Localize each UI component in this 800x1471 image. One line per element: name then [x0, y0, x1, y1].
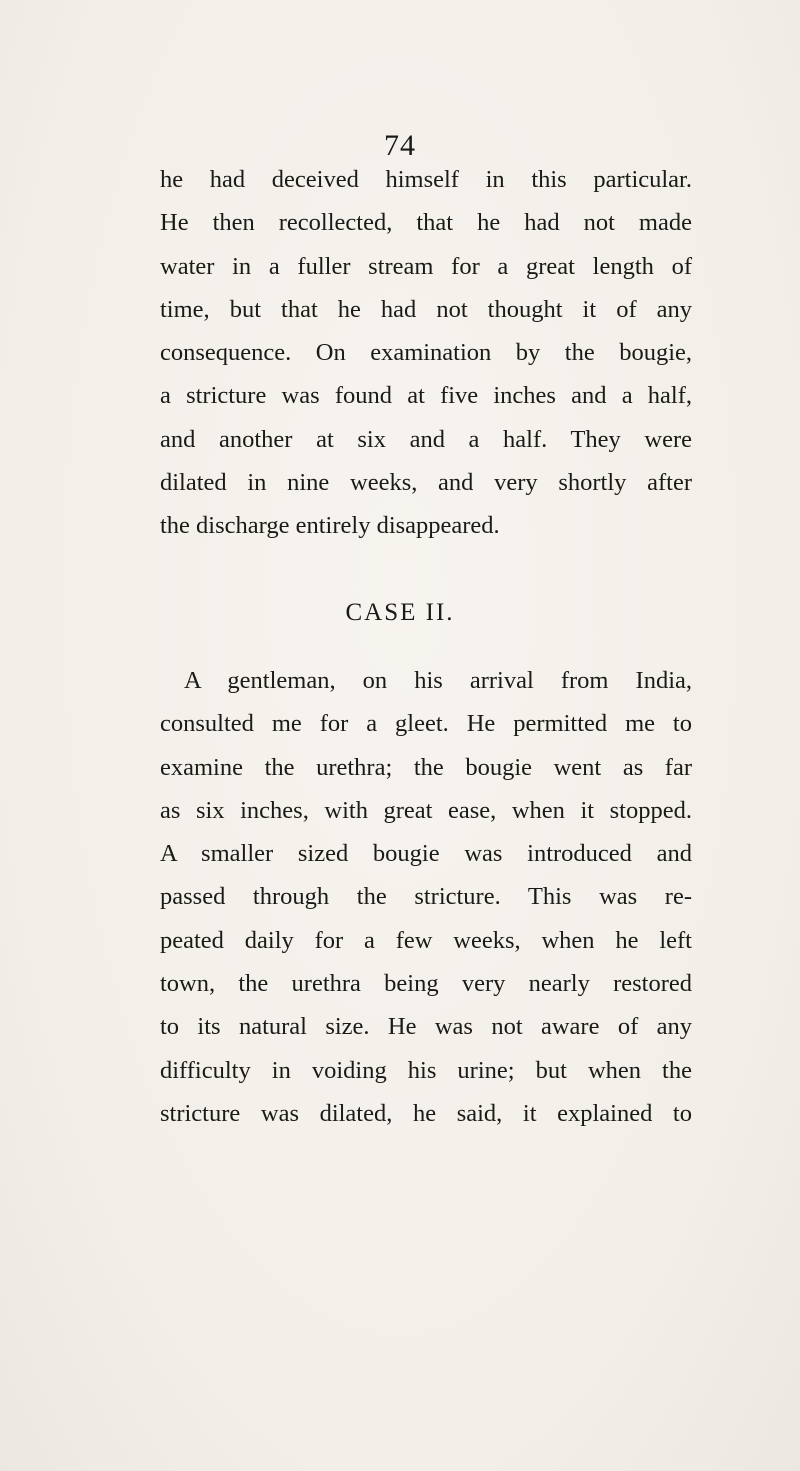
text-line: he had deceived himself in this particular.: [160, 166, 692, 193]
text-line: dilated in nine weeks, and very shortly after: [160, 469, 692, 497]
text-line: passed through the stricture. This was re-: [160, 883, 692, 911]
text-line: examine the urethra; the bougie went as far: [160, 753, 692, 781]
text-line: stricture was dilated, he said, it explained to: [160, 1099, 692, 1127]
text-line: as six inches, with great ease, when it stopped.: [160, 796, 692, 824]
section-heading: CASE II.: [345, 599, 455, 626]
text-line: consequence. On examination by the bougie,: [160, 339, 692, 367]
text-line: water in a fuller stream for a great length of: [160, 252, 692, 280]
text-line: a stricture was found at five inches and a half,: [160, 382, 692, 410]
text-line: time, but that he had not thought it of any: [160, 295, 692, 323]
text-line: consulted me for a gleet. He permitted me to: [160, 710, 692, 738]
text-line: the discharge entirely disappeared.: [160, 512, 500, 540]
text-line: town, the urethra being very nearly restored: [160, 970, 692, 998]
page-number: 74: [384, 129, 416, 162]
text-line: peated daily for a few weeks, when he left: [160, 926, 692, 954]
text-line: and another at six and a half. They were: [160, 425, 692, 453]
paragraph-1: [160, 158, 692, 548]
text-line: A gentleman, on his arrival from India,: [184, 667, 692, 694]
text-line: He then recollected, that he had not made: [160, 209, 692, 237]
text-line: to its natural size. He was not aware of any: [160, 1013, 692, 1041]
text-line: difficulty in voiding his urine; but when the: [160, 1056, 692, 1084]
text-line: A smaller sized bougie was introduced and: [160, 840, 692, 868]
paragraph-2: [160, 659, 692, 1135]
